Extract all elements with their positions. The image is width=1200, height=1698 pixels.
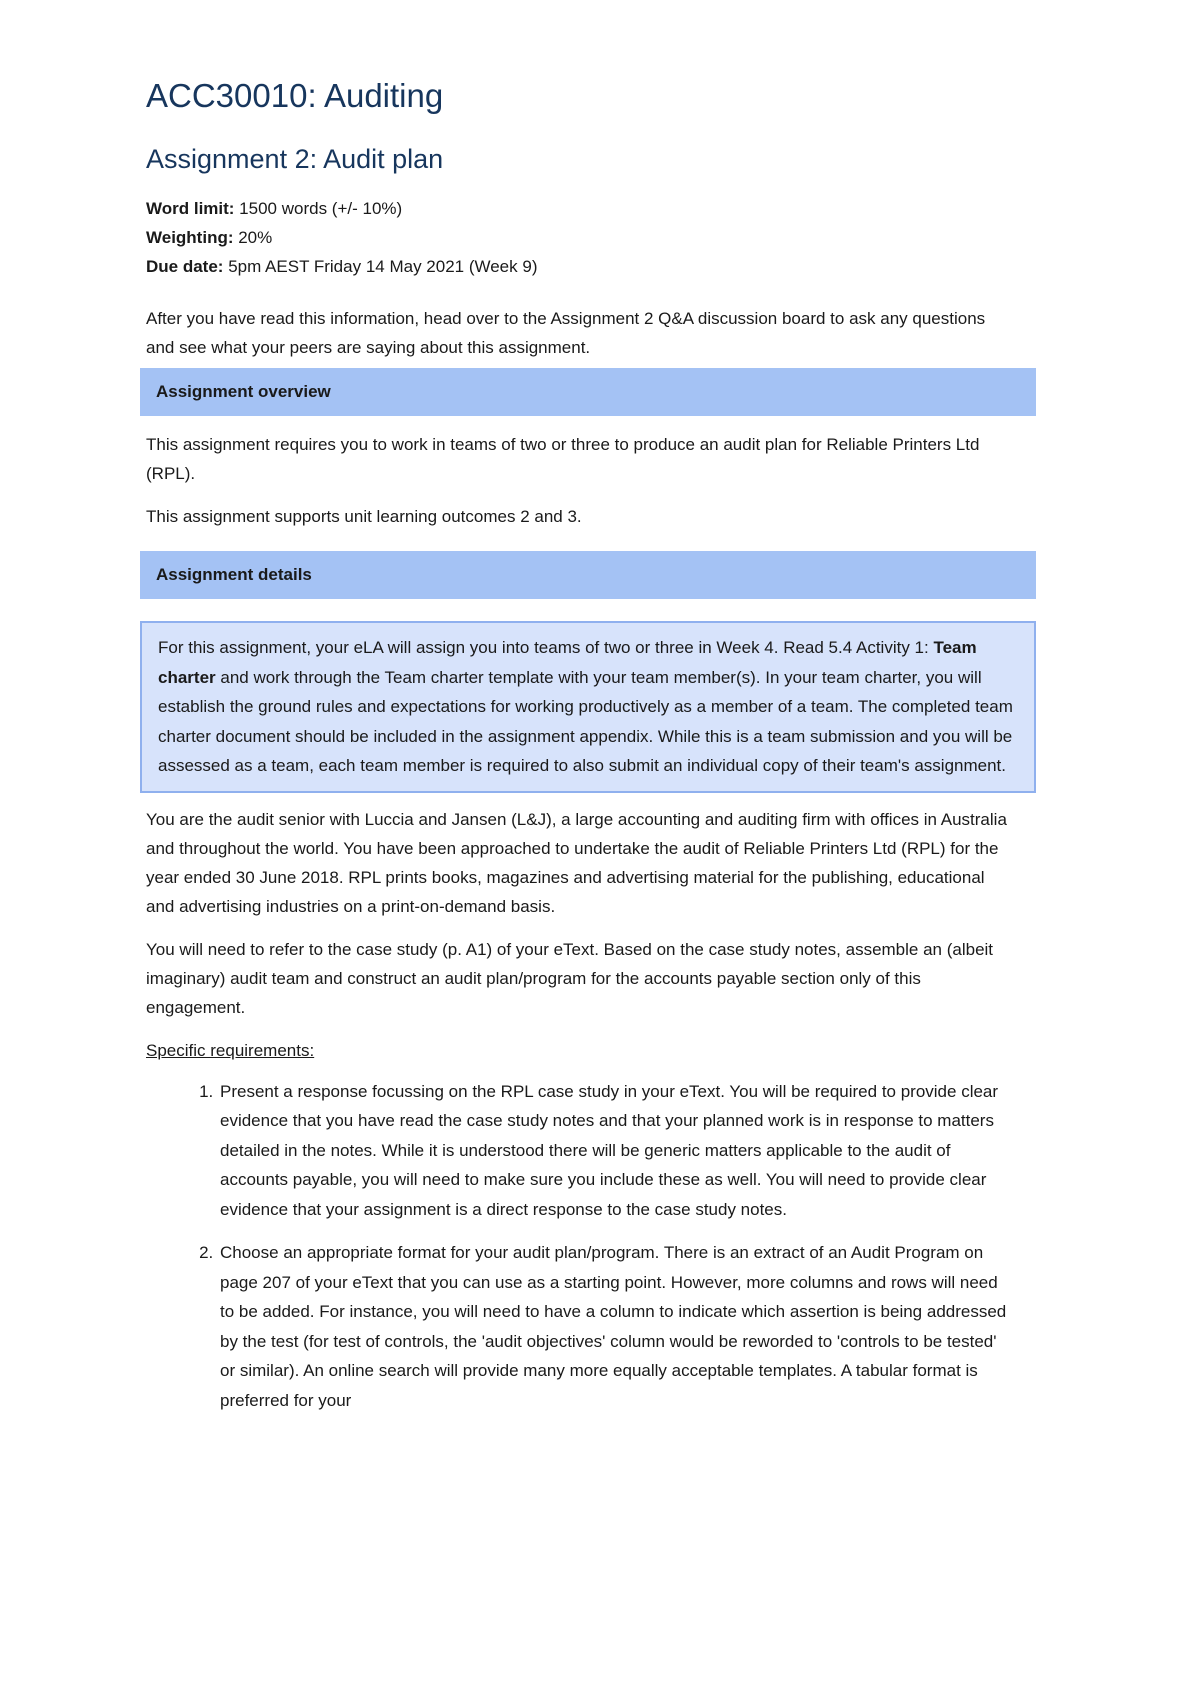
weighting-value: 20% <box>233 228 273 247</box>
weighting-label: Weighting: <box>146 228 234 247</box>
requirement-item: 2. Choose an appropriate format for your audit plan/program. There is an extract of an Audit Program on page 207 of your eText that you can use as a starting point. However, more columns and rows will need to be added. For instance, you will need to have a column to indicate which assertion is being addressed by the test (for test of controls, the 'audit objectives' column would be reworded to 'controls to be tested' or similar). An online search will provide many more equally acceptable templates. A tabular format is preferred for your <box>218 1238 1010 1415</box>
details-paragraph-2: You will need to refer to the case study (p. A1) of your eText. Based on the case study notes, assemble an (albeit imaginary) audit team and construct an audit plan/program for the accounts payable section only of this engagement. <box>146 939 994 1017</box>
word-limit-value: 1500 words (+/- 10%) <box>234 199 403 218</box>
weighting-line <box>146 223 1010 252</box>
due-date-value: 5pm AEST Friday 14 May 2021 (Week 9) <box>223 257 538 276</box>
callout-text-1: For this assignment, your eLA will assign you into teams of two or three in Week 4. Read 5.4 Activity 1: <box>158 638 934 657</box>
assignment-meta <box>146 194 1010 281</box>
requirements-list <box>146 1077 1010 1416</box>
due-date-line <box>146 252 1010 281</box>
requirements-heading: Specific requirements: <box>146 1040 315 1060</box>
team-charter-callout <box>140 621 1036 793</box>
overview-paragraph-1: This assignment requires you to work in teams of two or three to produce an audit plan for Reliable Printers Ltd (RPL). <box>146 435 980 483</box>
callout-text-2: and work through the Team charter template with your team member(s). In your team charter, you will establish the ground rules and expectations for working productively as a member of a team. The completed team charter document should be included in the assignment appendix. While this is a team submission and you will be assessed as a team, each team member is required to also submit an individual copy of their team's assignment. <box>158 667 1013 775</box>
callout-team-charter: Team charter <box>158 638 977 687</box>
word-limit-label: Word limit: <box>146 199 235 218</box>
details-paragraph-1: You are the audit senior with Luccia and Jansen (L&J), a large accounting and auditing firm with offices in Australia and throughout the world. You have been approached to undertake the audit of Reliable Printers Ltd (RPL) for the year ended 30 June 2018. RPL prints books, magazines and advertising material for the publishing, educational and advertising industries on a print-on-demand basis. <box>146 809 1007 916</box>
section-heading-details: Assignment details <box>140 551 1036 599</box>
section-heading-overview: Assignment overview <box>140 368 1036 416</box>
assignment-title: Assignment 2: Audit plan <box>146 144 444 174</box>
overview-paragraph-2: This assignment supports unit learning outcomes 2 and 3. <box>146 507 582 526</box>
due-date-label: Due date: <box>146 257 224 276</box>
course-title: ACC30010: Auditing <box>146 77 444 114</box>
intro-paragraph: After you have read this information, head over to the Assignment 2 Q&A discussion board to ask any questions and see what your peers are saying about this assignment. <box>146 309 986 357</box>
word-limit-line <box>146 194 1010 223</box>
requirement-item: 1. Present a response focussing on the RPL case study in your eText. You will be required to provide clear evidence that you have read the case study notes and that your planned work is in response to matters detailed in the notes. While it is understood there will be generic matters applicable to the audit of accounts payable, you will need to make sure you include these as well. You will need to provide clear evidence that your assignment is a direct response to the case study notes. <box>218 1077 1010 1225</box>
